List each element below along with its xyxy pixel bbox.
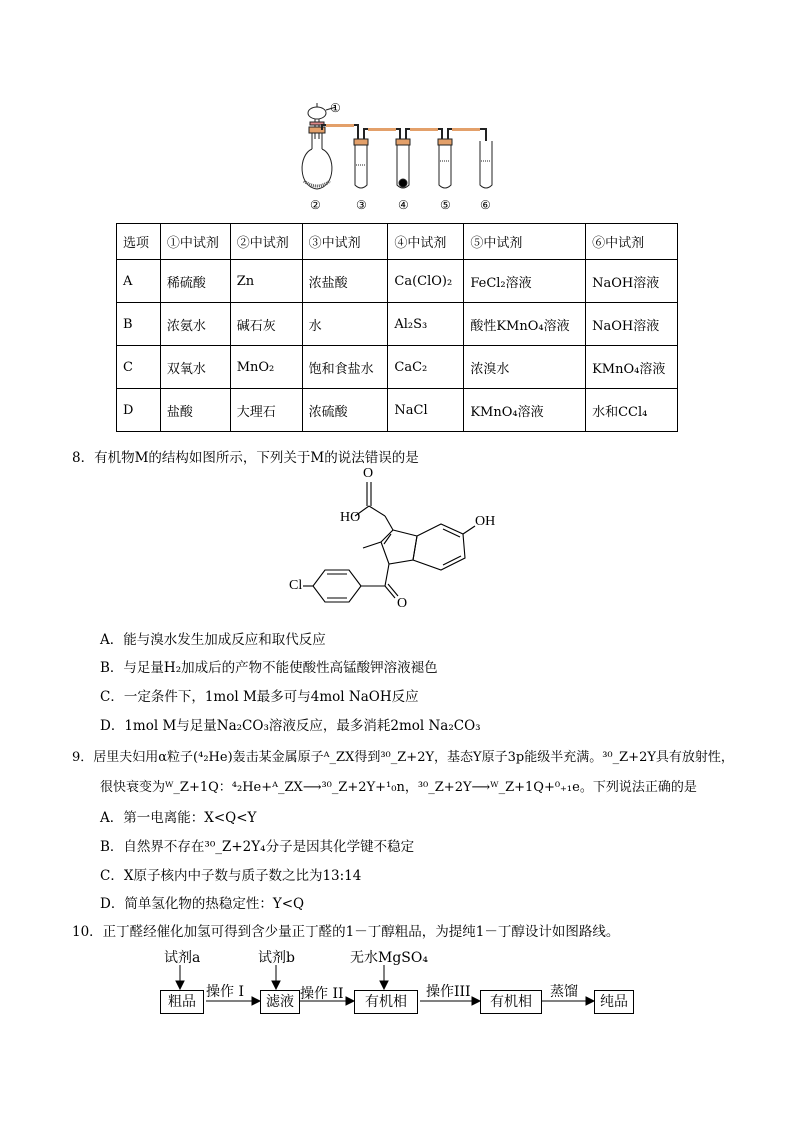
table-cell: 水 [302, 303, 388, 346]
table-cell: 浓盐酸 [302, 260, 388, 303]
table-header: 选项 [117, 224, 161, 260]
step-2-label: 操作 II [300, 986, 344, 1002]
table-cell: 碱石灰 [230, 303, 302, 346]
q8-option-d[interactable]: D．1mol M与足量Na₂CO₃溶液反应，最多消耗2mol Na₂CO₃ [100, 718, 481, 734]
table-cell: MnO₂ [230, 346, 302, 389]
apparatus-drawing [290, 95, 510, 215]
label-o-ketone: O [397, 596, 408, 611]
table-cell: Zn [230, 260, 302, 303]
table-header: ④中试剂 [388, 224, 464, 260]
q8-option-b[interactable]: B．与足量H₂加成后的产物不能使酸性高锰酸钾溶液褪色 [100, 660, 438, 676]
step-3-label: 操作III [426, 984, 471, 1000]
table-header: ⑥中试剂 [586, 224, 678, 260]
q9-option-a[interactable]: A．第一电离能：X<Q<Y [100, 810, 257, 826]
q9-option-d[interactable]: D．简单氢化物的热稳定性：Y<Q [100, 896, 305, 912]
label-1: ① [330, 101, 341, 115]
table-cell: 酸性KMnO₄溶液 [464, 303, 586, 346]
label-o-acid: O [363, 466, 374, 481]
table-cell: KMnO₄溶液 [464, 389, 586, 432]
label-5: ⑤ [440, 198, 451, 212]
table-cell: CaC₂ [388, 346, 464, 389]
box-crude: 粗品 [160, 990, 204, 1014]
reagent-table [116, 223, 678, 432]
q8-structure [285, 466, 505, 622]
table-header: ③中试剂 [302, 224, 388, 260]
table-header-row [117, 224, 678, 260]
step-4-label: 蒸馏 [550, 984, 578, 1000]
label-6: ⑥ [480, 198, 491, 212]
box-organic-1: 有机相 [354, 990, 418, 1014]
box-organic-2: 有机相 [480, 990, 542, 1014]
q9-line1: 9．居里夫妇用α粒子(⁴₂He)轰击某金属原子ᴬ_ZX得到³⁰_Z+2Y，基态Y原子3p能级半充满。³⁰_Z+2Y具有放射性， [72, 750, 734, 765]
table-cell: D [117, 389, 161, 432]
table-cell: 浓硫酸 [302, 389, 388, 432]
label-4: ④ [398, 198, 409, 212]
q9-option-b[interactable]: B．自然界不存在³⁰_Z+2Y₄分子是因其化学键不稳定 [100, 839, 415, 855]
table-cell: NaOH溶液 [586, 303, 678, 346]
table-row [117, 260, 678, 303]
q9-option-c[interactable]: C．X原子核内中子数与质子数之比为13:14 [100, 868, 362, 884]
flowchart [150, 945, 650, 1025]
label-cl: Cl [289, 578, 303, 593]
reagent-a-label: 试剂a [164, 950, 201, 966]
step-1-label: 操作 I [206, 984, 244, 1000]
table-header: ⑤中试剂 [464, 224, 586, 260]
table-cell: 浓氨水 [160, 303, 230, 346]
q8-option-c[interactable]: C．一定条件下，1mol M最多可与4mol NaOH反应 [100, 689, 419, 705]
structure-drawing [285, 472, 505, 622]
table-cell: Al₂S₃ [388, 303, 464, 346]
apparatus-figure [290, 95, 510, 215]
label-3: ③ [356, 198, 367, 212]
table-cell: NaCl [388, 389, 464, 432]
reagent-b-label: 试剂b [258, 950, 295, 966]
table-row [117, 389, 678, 432]
q8-option-a[interactable]: A．能与溴水发生加成反应和取代反应 [100, 632, 326, 648]
q9-line2: 很快衰变为ᵂ_Z+1Q：⁴₂He+ᴬ_ZX⟶³⁰_Z+2Y+¹₀n，³⁰_Z+2Y⟶ᵂ_Z+1Q+⁰₊₁e。下列说法正确的是 [100, 780, 697, 795]
table-cell: 盐酸 [160, 389, 230, 432]
q10-stem: 10．正丁醛经催化加氢可得到含少量正丁醛的1－丁醇粗品，为提纯1－丁醇设计如图路线。 [72, 924, 620, 940]
table-row [117, 346, 678, 389]
table-header: ①中试剂 [160, 224, 230, 260]
q8-stem: 8．有机物M的结构如图所示，下列关于M的说法错误的是 [72, 450, 419, 466]
table-cell: 饱和食盐水 [302, 346, 388, 389]
table-cell: Ca(ClO)₂ [388, 260, 464, 303]
table-cell: 稀硫酸 [160, 260, 230, 303]
reagent-mgso4-label: 无水MgSO₄ [350, 950, 428, 966]
label-2: ② [310, 198, 321, 212]
table-header: ②中试剂 [230, 224, 302, 260]
table-cell: 浓溴水 [464, 346, 586, 389]
table-cell: KMnO₄溶液 [586, 346, 678, 389]
table-cell: 双氧水 [160, 346, 230, 389]
table-row [117, 303, 678, 346]
table-cell: NaOH溶液 [586, 260, 678, 303]
label-ho: HO [340, 510, 361, 525]
table-cell: C [117, 346, 161, 389]
table-cell: 水和CCl₄ [586, 389, 678, 432]
box-pure: 纯品 [594, 990, 634, 1014]
table-cell: FeCl₂溶液 [464, 260, 586, 303]
table-cell: A [117, 260, 161, 303]
box-filtrate: 滤液 [260, 990, 300, 1014]
table-cell: 大理石 [230, 389, 302, 432]
label-oh: OH [475, 514, 496, 529]
table-cell: B [117, 303, 161, 346]
